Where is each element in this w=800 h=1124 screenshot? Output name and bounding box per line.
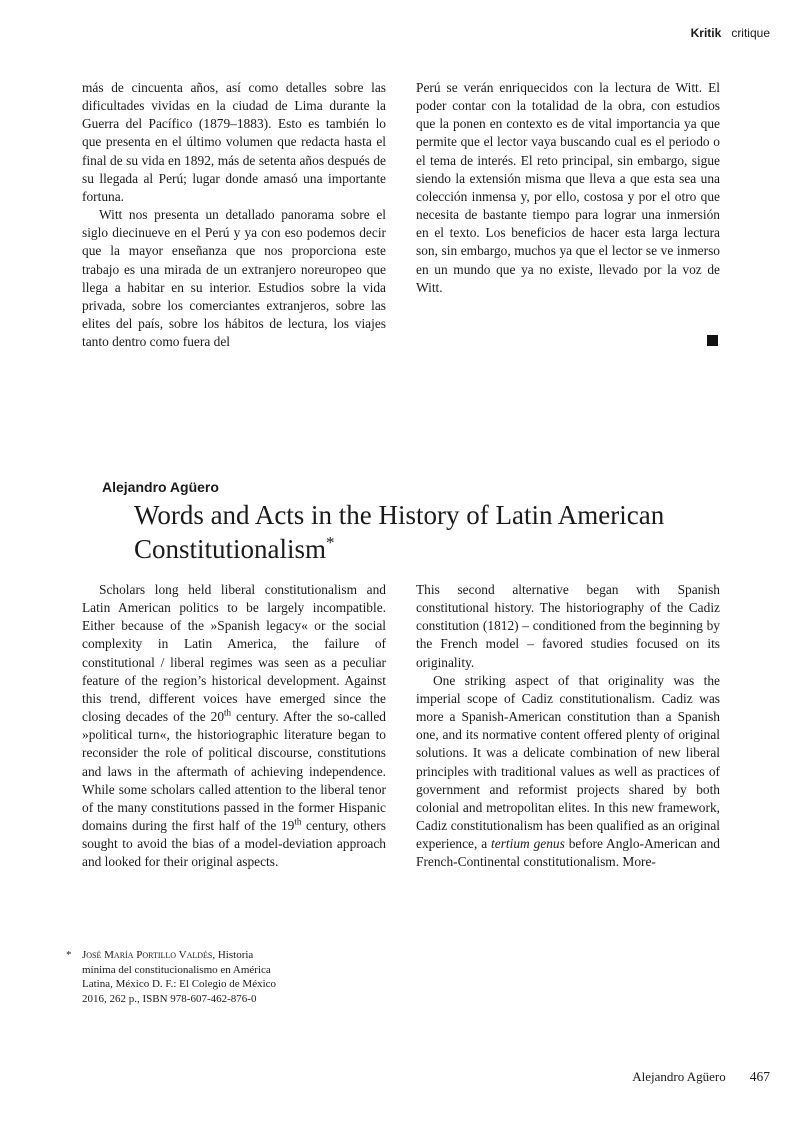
page-number: 467 — [749, 1069, 770, 1084]
footnote-text — [82, 948, 286, 1006]
paragraph — [82, 581, 386, 872]
text-run: Scholars long held liberal constitutionalism and Latin American politics to be largely incompatible. Either because of the »Spanish legacy« or the social complexity in Latin America, the failure of constitutional / liberal regimes was seen as a peculiar feature of the region’s historical development. Against this trend, different voices have emerged since the closing decades of the 20 — [82, 582, 386, 725]
header-subsection: critique — [731, 26, 770, 40]
footnote — [66, 948, 286, 1006]
footnote-author: José María Portillo Valdés — [82, 949, 213, 961]
paragraph: más de cincuenta años, así como detalles sobre las dificultades vividas en la ciudad de Lima durante la Guerra del Pacífico (1879–1883). Esto es también lo que presenta en el último volumen que redacta hasta el final de su vida en 1892, más de setenta años después de su llegada al Perú; lugar donde amasó una importante fortuna. — [82, 80, 386, 204]
text-run: before Anglo-American and French-Continental constitutionalism. More- — [416, 836, 720, 870]
footnote-reference[interactable]: * — [326, 533, 335, 552]
superscript: th — [224, 707, 232, 718]
emphasis: tertium genus — [491, 836, 565, 852]
review-right-column — [416, 581, 720, 872]
paragraph: Witt nos presenta un detallado panorama sobre el siglo diecinueve en el Perú y ya con eso podemos decir que la mayor enseñanza que nos proporciona este trabajo es una mirada de un extranjero noreuropeo que llega a habitar en su interior. Estudios sobre la vida privada, sobre los comerciantes extranjeros, sobre las elites del país, sobre los hábitos de lectura, los viajes tanto dentro como fuera del — [82, 207, 386, 350]
running-header — [691, 26, 770, 40]
superscript: th — [294, 816, 302, 827]
end-of-article-square-icon — [707, 335, 718, 346]
footnote-details: , Historia mínima del constitucionalismo en América Latina, México D. F.: El Colegio de México 2016, 262 p., ISBN 978-607-462-876-0 — [82, 949, 277, 1005]
text-run: century. After the so-called »political turn«, the historiographic literature began to reconsider the role of political discourse, constitutions and laws in the aftermath of achieving independence. While some scholars called attention to the liberal tenor of the many constitutions passed in the former Hispanic domains during the first half of the 19 — [82, 709, 386, 834]
footer-author: Alejandro Agüero — [632, 1069, 726, 1084]
footnote-mark: * — [66, 949, 72, 961]
paragraph: Perú se verán enriquecidos con la lectura de Witt. El poder contar con la totalidad de la obra, con estudios que la ponen en contexto es de vital importancia ya que permite que el lector vaya buscando cual es el periodo o el tema de interés. El reto principal, sin embargo, sigue siendo la extensión misma que lleva a que esta sea una colección inmensa y, por ello, costosa y por el otro que necesita de bastante tiempo para lograr una inmersión en el texto. Los beneficios de hacer esta larga lectura son, sin embargo, muchos ya que el lector se ve inmerso en un mundo que ya no existe, llevado por la voz de Witt. — [416, 80, 720, 295]
paragraph — [416, 672, 720, 872]
header-section: Kritik — [690, 26, 722, 40]
previous-review-left-column — [82, 79, 386, 351]
page-footer — [632, 1069, 770, 1085]
review-left-column — [82, 581, 386, 872]
previous-review-right-column — [416, 79, 720, 297]
review-title-text: Words and Acts in the History of Latin American Constitutionalism — [134, 500, 665, 564]
text-run: century, others sought to avoid the bias of a model-deviation approach and looked for their original aspects. — [82, 818, 386, 870]
review-author: Alejandro Agüero — [102, 479, 219, 495]
paragraph: This second alternative began with Spanish constitutional history. The historiography of the Cadiz constitution (1812) – conditioned from the beginning by the French model – favored studies focused on its originality. — [416, 582, 720, 670]
review-title — [134, 498, 774, 566]
text-run: One striking aspect of that originality was the imperial scope of Cadiz constitutionalism. Cadiz was more a Spanish-American constitution than a Spanish one, and its normative content offered plenty of original solutions. It was a delicate combination of new liberal principles with traditional values as well as practices of government and reformist projects shared by both colonial and metropolitan elites. In this new framework, Cadiz constitutionalism has been qualified as an original experience, a — [416, 672, 720, 852]
